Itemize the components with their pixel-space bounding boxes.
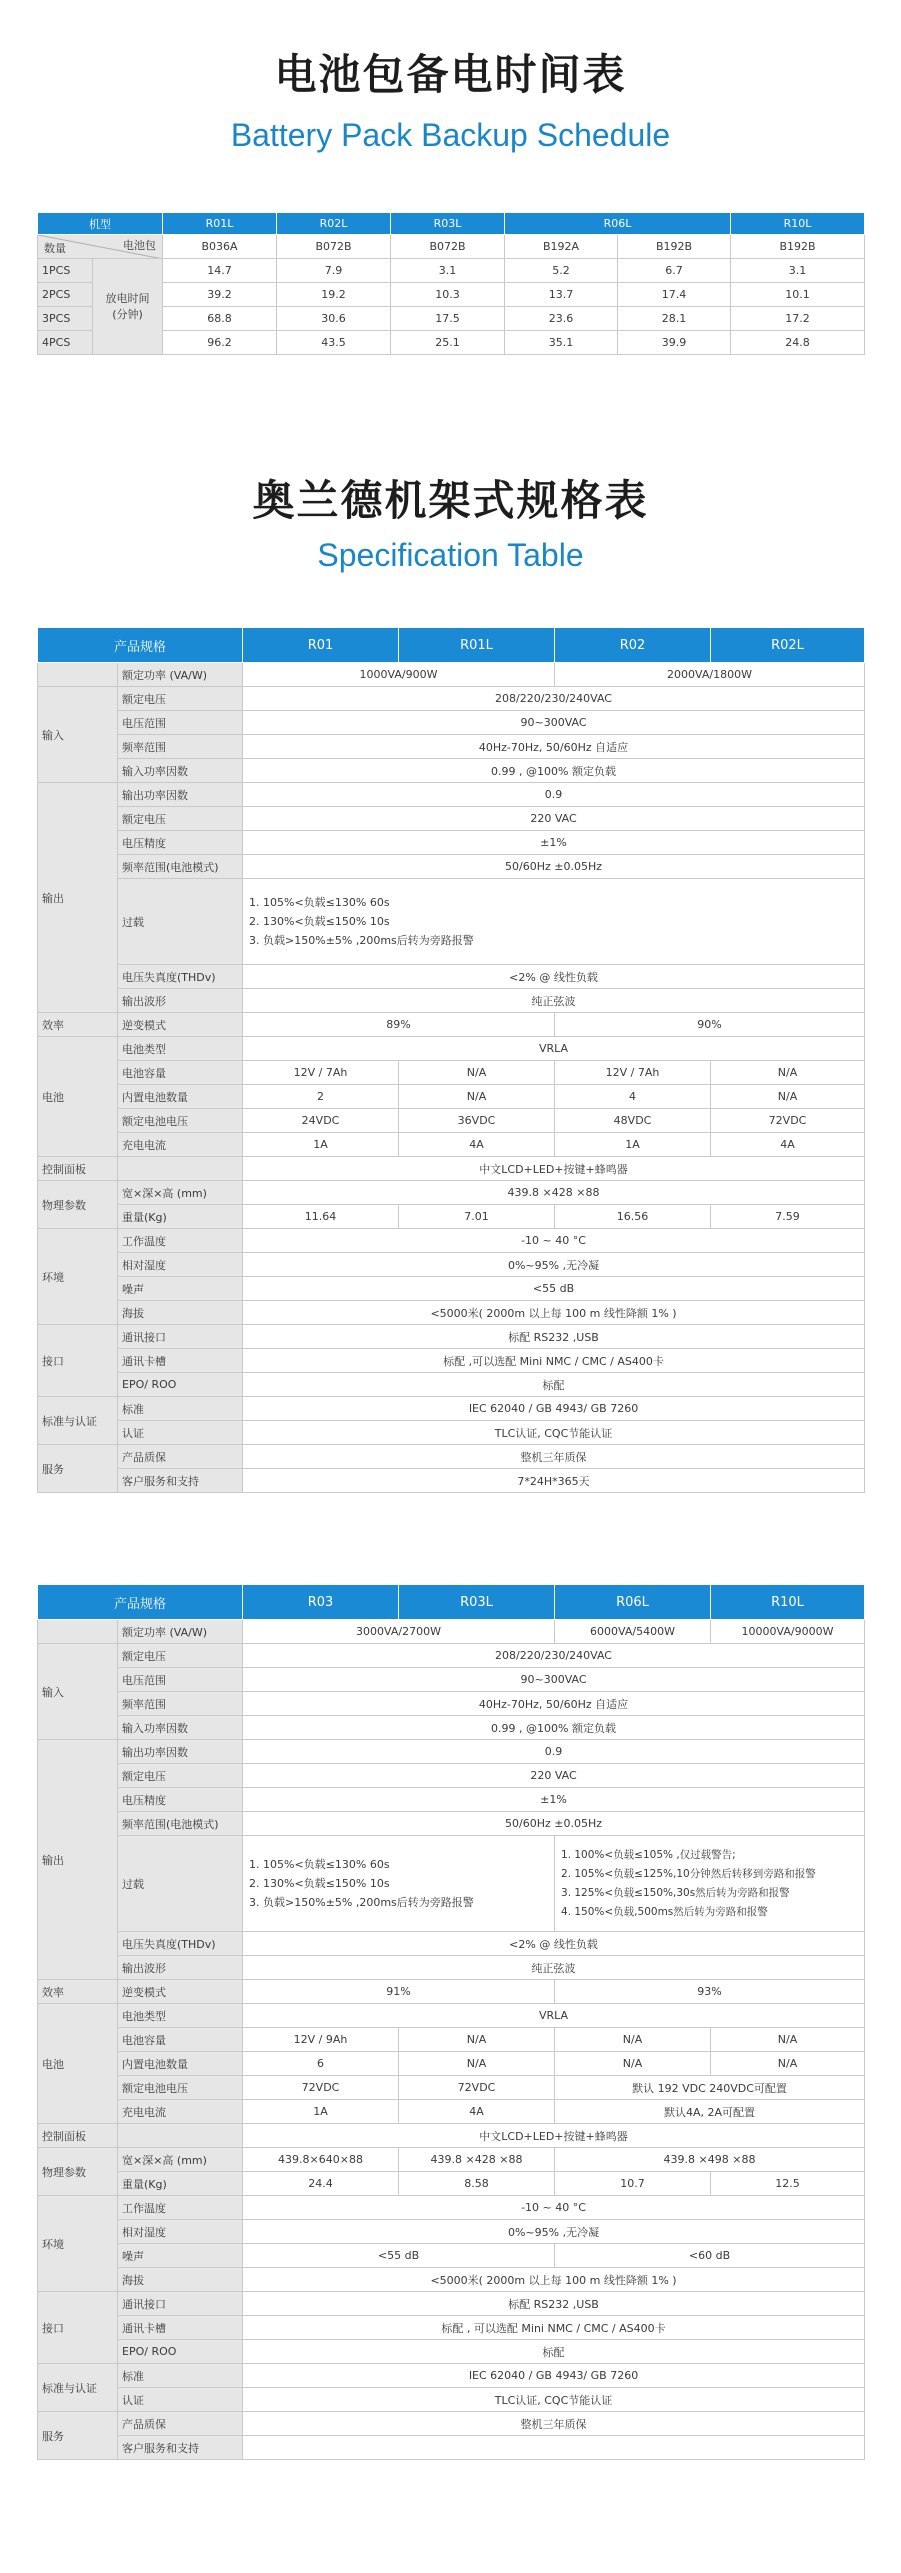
product-spec-header: 产品规格 xyxy=(38,1585,243,1620)
pack-cell: B192A xyxy=(505,235,618,259)
row-label: 额定功率 (VA/W) xyxy=(118,663,243,687)
row-label: 相对湿度 xyxy=(118,1253,243,1277)
model-header: R03L xyxy=(391,213,505,235)
category-cell xyxy=(38,663,118,687)
value-cell: 0%~95% ,无冷凝 xyxy=(243,2220,865,2244)
value-cell: 整机三年质保 xyxy=(243,2412,865,2436)
value-cell: N/A xyxy=(399,1085,555,1109)
value-cell: 4A xyxy=(399,2100,555,2124)
pack-cell: B192B xyxy=(731,235,865,259)
value-cell: 4A xyxy=(711,1133,865,1157)
pack-cell: B036A xyxy=(163,235,277,259)
value-cell: 439.8 ×428 ×88 xyxy=(399,2148,555,2172)
category-efficiency: 效率 xyxy=(38,1980,118,2004)
row-label: 噪声 xyxy=(118,2244,243,2268)
spec-table-2 xyxy=(37,1584,865,2460)
section2-title-en: Specification Table xyxy=(317,537,584,573)
value-cell: 标配 xyxy=(243,1373,865,1397)
qty-cell: 2PCS xyxy=(38,283,93,307)
category-physical: 物理参数 xyxy=(38,1181,118,1229)
row-label: 充电电流 xyxy=(118,1133,243,1157)
value-cell: 39.9 xyxy=(618,331,731,355)
row-label: 额定电压 xyxy=(118,1764,243,1788)
value-cell: 默认4A, 2A可配置 xyxy=(555,2100,865,2124)
model-header: R02 xyxy=(555,628,711,663)
row-label: 额定电压 xyxy=(118,1644,243,1668)
row-label: 产品质保 xyxy=(118,2412,243,2436)
model-header: R10L xyxy=(711,1585,865,1620)
value-cell: 17.2 xyxy=(731,307,865,331)
value-cell: 纯正弦波 xyxy=(243,989,865,1013)
value-cell: VRLA xyxy=(243,2004,865,2028)
value-cell: 93% xyxy=(555,1980,865,2004)
row-label: 电压范围 xyxy=(118,711,243,735)
value-cell: N/A xyxy=(711,1061,865,1085)
section2-title-cn: 奥兰德机架式规格表 xyxy=(252,476,649,525)
value-cell: 5.2 xyxy=(505,259,618,283)
value-cell: 14.7 xyxy=(163,259,277,283)
pack-cell: B072B xyxy=(391,235,505,259)
row-label: 海拔 xyxy=(118,2268,243,2292)
category-battery: 电池 xyxy=(38,1037,118,1157)
row-label: 电池容量 xyxy=(118,2028,243,2052)
value-cell: 纯正弦波 xyxy=(243,1956,865,1980)
row-label: 通讯接口 xyxy=(118,2292,243,2316)
category-service: 服务 xyxy=(38,2412,118,2460)
value-cell: 6.7 xyxy=(618,259,731,283)
row-label: 客户服务和支持 xyxy=(118,1469,243,1493)
value-cell: 208/220/230/240VAC xyxy=(243,687,865,711)
product-spec-header: 产品规格 xyxy=(38,628,243,663)
value-cell: 90% xyxy=(555,1013,865,1037)
row-label: 输出波形 xyxy=(118,989,243,1013)
value-cell: IEC 62040 / GB 4943/ GB 7260 xyxy=(243,1397,865,1421)
value-cell: 6000VA/5400W xyxy=(555,1620,711,1644)
value-cell: 39.2 xyxy=(163,283,277,307)
value-cell: 0.9 xyxy=(243,1740,865,1764)
value-cell: TLC认证, CQC节能认证 xyxy=(243,2388,865,2412)
model-header: R06L xyxy=(505,213,731,235)
value-cell: 1A xyxy=(555,1133,711,1157)
row-label: 输出功率因数 xyxy=(118,1740,243,1764)
value-cell: 标配 , 可以选配 Mini NMC / CMC / AS400卡 xyxy=(243,2316,865,2340)
category-output: 输出 xyxy=(38,1740,118,1980)
row-label: 通讯卡槽 xyxy=(118,2316,243,2340)
value-cell: 13.7 xyxy=(505,283,618,307)
row-label: 重量(Kg) xyxy=(118,1205,243,1229)
category-environment: 环境 xyxy=(38,2196,118,2292)
value-cell: 3.1 xyxy=(731,259,865,283)
table-row xyxy=(38,307,865,331)
value-cell: N/A xyxy=(399,1061,555,1085)
overload-line: 2. 130%<负载≤150% 10s xyxy=(249,1877,390,1890)
row-label: 工作温度 xyxy=(118,2196,243,2220)
category-input: 输入 xyxy=(38,1644,118,1740)
category-certification: 标准与认证 xyxy=(38,2364,118,2412)
row-label: 频率范围(电池模式) xyxy=(118,855,243,879)
row-label: 额定电压 xyxy=(118,807,243,831)
row-label: EPO/ ROO xyxy=(118,2340,243,2364)
model-header: R01L xyxy=(163,213,277,235)
value-cell: 220 VAC xyxy=(243,807,865,831)
value-cell: 4A xyxy=(399,1133,555,1157)
value-cell: 2000VA/1800W xyxy=(555,663,865,687)
value-cell: 16.56 xyxy=(555,1205,711,1229)
value-cell: 40Hz-70Hz, 50/60Hz 自适应 xyxy=(243,735,865,759)
value-cell: 23.6 xyxy=(505,307,618,331)
value-cell: 220 VAC xyxy=(243,1764,865,1788)
value-cell: 72VDC xyxy=(399,2076,555,2100)
pack-cell: B072B xyxy=(277,235,391,259)
qty-cell: 1PCS xyxy=(38,259,93,283)
category-environment: 环境 xyxy=(38,1229,118,1325)
value-cell: 7.59 xyxy=(711,1205,865,1229)
overload-line: 2. 105%<负载≤125%,10分钟然后转移到旁路和报警 xyxy=(561,1867,816,1880)
overload-line: 3. 125%<负载≤150%,30s然后转为旁路和报警 xyxy=(561,1886,790,1899)
row-label: 电池容量 xyxy=(118,1061,243,1085)
row-label: 电池类型 xyxy=(118,2004,243,2028)
model-header: R01 xyxy=(243,628,399,663)
row-label: 输入功率因数 xyxy=(118,1716,243,1740)
value-cell: 中文LCD+LED+按键+蜂鸣器 xyxy=(243,1157,865,1181)
value-cell: 12V / 7Ah xyxy=(555,1061,711,1085)
value-cell: <60 dB xyxy=(555,2244,865,2268)
row-label: 通讯接口 xyxy=(118,1325,243,1349)
model-header: R03L xyxy=(399,1585,555,1620)
row-label: 电压失真度(THDv) xyxy=(118,965,243,989)
table-row xyxy=(38,259,865,283)
qty-pack-diagonal-cell xyxy=(38,235,163,259)
row-label xyxy=(118,2124,243,2148)
value-cell: 12V / 7Ah xyxy=(243,1061,399,1085)
category-efficiency: 效率 xyxy=(38,1013,118,1037)
value-cell: 0.99 , @100% 额定负载 xyxy=(243,759,865,783)
value-cell: <5000米( 2000m 以上每 100 m 线性降额 1% ) xyxy=(243,1301,865,1325)
value-cell: <55 dB xyxy=(243,2244,555,2268)
table-row xyxy=(38,331,865,355)
row-label: 频率范围 xyxy=(118,1692,243,1716)
value-cell: 40Hz-70Hz, 50/60Hz 自适应 xyxy=(243,1692,865,1716)
value-cell: N/A xyxy=(555,2028,711,2052)
value-cell: ±1% xyxy=(243,1788,865,1812)
value-cell: VRLA xyxy=(243,1037,865,1061)
value-cell: 10.7 xyxy=(555,2172,711,2196)
row-label: 电压精度 xyxy=(118,831,243,855)
row-label: 电池类型 xyxy=(118,1037,243,1061)
value-cell: N/A xyxy=(399,2028,555,2052)
model-header: R02L xyxy=(277,213,391,235)
value-cell: 3000VA/2700W xyxy=(243,1620,555,1644)
value-cell: 50/60Hz ±0.05Hz xyxy=(243,855,865,879)
qty-cell: 3PCS xyxy=(38,307,93,331)
value-cell: 整机三年质保 xyxy=(243,1445,865,1469)
row-label: 产品质保 xyxy=(118,1445,243,1469)
row-label: 充电电流 xyxy=(118,2100,243,2124)
value-cell: 43.5 xyxy=(277,331,391,355)
discharge-time-label: 放电时间 (分钟) xyxy=(93,259,163,355)
value-cell: 208/220/230/240VAC xyxy=(243,1644,865,1668)
value-cell: ±1% xyxy=(243,831,865,855)
row-label: 电压失真度(THDv) xyxy=(118,1932,243,1956)
row-label: 输出功率因数 xyxy=(118,783,243,807)
value-cell: 12V / 9Ah xyxy=(243,2028,399,2052)
overload-line: 4. 150%<负载,500ms然后转为旁路和报警 xyxy=(561,1905,768,1918)
value-cell xyxy=(243,2436,865,2460)
row-label: 海拔 xyxy=(118,1301,243,1325)
value-cell: -10 ~ 40 °C xyxy=(243,1229,865,1253)
overload-cell xyxy=(243,879,865,965)
value-cell: 17.5 xyxy=(391,307,505,331)
category-cell xyxy=(38,1620,118,1644)
row-label: 标准 xyxy=(118,2364,243,2388)
model-header: R06L xyxy=(555,1585,711,1620)
row-label: 电压精度 xyxy=(118,1788,243,1812)
row-label: 内置电池数量 xyxy=(118,2052,243,2076)
value-cell: 12.5 xyxy=(711,2172,865,2196)
row-label: 逆变模式 xyxy=(118,1013,243,1037)
row-label: 通讯卡槽 xyxy=(118,1349,243,1373)
value-cell: 4 xyxy=(555,1085,711,1109)
row-label: 逆变模式 xyxy=(118,1980,243,2004)
section1-title-cn: 电池包备电时间表 xyxy=(274,50,627,99)
value-cell: N/A xyxy=(711,1085,865,1109)
model-header: R02L xyxy=(711,628,865,663)
value-cell: 0.9 xyxy=(243,783,865,807)
category-interface: 接口 xyxy=(38,2292,118,2364)
value-cell: -10 ~ 40 °C xyxy=(243,2196,865,2220)
row-label: 认证 xyxy=(118,1421,243,1445)
value-cell: <2% @ 线性负载 xyxy=(243,1932,865,1956)
value-cell: 10000VA/9000W xyxy=(711,1620,865,1644)
category-panel: 控制面板 xyxy=(38,1157,118,1181)
category-physical: 物理参数 xyxy=(38,2148,118,2196)
value-cell: 3.1 xyxy=(391,259,505,283)
value-cell: 0.99 , @100% 额定负载 xyxy=(243,1716,865,1740)
value-cell: 24VDC xyxy=(243,1109,399,1133)
overload-line: 3. 负载>150%±5% ,200ms后转为旁路报警 xyxy=(249,1896,474,1909)
value-cell: 17.4 xyxy=(618,283,731,307)
row-label: 客户服务和支持 xyxy=(118,2436,243,2460)
row-label: 输入功率因数 xyxy=(118,759,243,783)
row-label: 过载 xyxy=(118,879,243,965)
row-label: 过载 xyxy=(118,1836,243,1932)
value-cell: 8.58 xyxy=(399,2172,555,2196)
value-cell: 50/60Hz ±0.05Hz xyxy=(243,1812,865,1836)
row-label: 宽×深×高 (mm) xyxy=(118,1181,243,1205)
value-cell: <5000米( 2000m 以上每 100 m 线性降额 1% ) xyxy=(243,2268,865,2292)
value-cell: IEC 62040 / GB 4943/ GB 7260 xyxy=(243,2364,865,2388)
overload-cell xyxy=(243,1836,555,1932)
value-cell: 2 xyxy=(243,1085,399,1109)
qty-cell: 4PCS xyxy=(38,331,93,355)
row-label: 电压范围 xyxy=(118,1668,243,1692)
row-label xyxy=(118,1157,243,1181)
row-label: 频率范围(电池模式) xyxy=(118,1812,243,1836)
col-qty-label: 数量 xyxy=(44,242,66,255)
value-cell: 0%~95% ,无冷凝 xyxy=(243,1253,865,1277)
col-pack-label: 电池包 xyxy=(123,239,156,252)
value-cell: 72VDC xyxy=(243,2076,399,2100)
value-cell: <55 dB xyxy=(243,1277,865,1301)
category-certification: 标准与认证 xyxy=(38,1397,118,1445)
category-output: 输出 xyxy=(38,783,118,1013)
pack-cell: B192B xyxy=(618,235,731,259)
value-cell: 24.4 xyxy=(243,2172,399,2196)
value-cell: 439.8×640×88 xyxy=(243,2148,399,2172)
value-cell: 96.2 xyxy=(163,331,277,355)
row-label: 额定功率 (VA/W) xyxy=(118,1620,243,1644)
row-label: 认证 xyxy=(118,2388,243,2412)
category-interface: 接口 xyxy=(38,1325,118,1397)
value-cell: 11.64 xyxy=(243,1205,399,1229)
row-label: 噪声 xyxy=(118,1277,243,1301)
value-cell: 1000VA/900W xyxy=(243,663,555,687)
value-cell: 24.8 xyxy=(731,331,865,355)
category-panel: 控制面板 xyxy=(38,2124,118,2148)
value-cell: 7.9 xyxy=(277,259,391,283)
value-cell: 10.3 xyxy=(391,283,505,307)
table-row xyxy=(38,283,865,307)
value-cell: 439.8 ×498 ×88 xyxy=(555,2148,865,2172)
value-cell: 默认 192 VDC 240VDC可配置 xyxy=(555,2076,865,2100)
value-cell: N/A xyxy=(555,2052,711,2076)
spec-table-1 xyxy=(37,627,865,1493)
value-cell: 中文LCD+LED+按键+蜂鸣器 xyxy=(243,2124,865,2148)
row-label: 宽×深×高 (mm) xyxy=(118,2148,243,2172)
battery-backup-table xyxy=(37,212,865,355)
value-cell: N/A xyxy=(399,2052,555,2076)
col-model-header: 机型 xyxy=(38,213,163,235)
value-cell: 35.1 xyxy=(505,331,618,355)
overload-cell xyxy=(555,1836,865,1932)
value-cell: 30.6 xyxy=(277,307,391,331)
row-label: 内置电池数量 xyxy=(118,1085,243,1109)
value-cell: 1A xyxy=(243,1133,399,1157)
category-service: 服务 xyxy=(38,1445,118,1493)
value-cell: 10.1 xyxy=(731,283,865,307)
row-label: 额定电压 xyxy=(118,687,243,711)
value-cell: TLC认证, CQC节能认证 xyxy=(243,1421,865,1445)
value-cell: 89% xyxy=(243,1013,555,1037)
model-header: R01L xyxy=(399,628,555,663)
row-label: 输出波形 xyxy=(118,1956,243,1980)
value-cell: N/A xyxy=(711,2052,865,2076)
value-cell: 36VDC xyxy=(399,1109,555,1133)
section1-title-en: Battery Pack Backup Schedule xyxy=(230,117,671,153)
overload-line: 1. 105%<负载≤130% 60s xyxy=(249,896,390,909)
value-cell: 19.2 xyxy=(277,283,391,307)
value-cell: 72VDC xyxy=(711,1109,865,1133)
value-cell: 标配 RS232 ,USB xyxy=(243,1325,865,1349)
value-cell: 28.1 xyxy=(618,307,731,331)
value-cell: 439.8 ×428 ×88 xyxy=(243,1181,865,1205)
value-cell: 7*24H*365天 xyxy=(243,1469,865,1493)
value-cell: <2% @ 线性负载 xyxy=(243,965,865,989)
row-label: 工作温度 xyxy=(118,1229,243,1253)
value-cell: 1A xyxy=(243,2100,399,2124)
overload-line: 3. 负载>150%±5% ,200ms后转为旁路报警 xyxy=(249,934,474,947)
value-cell: 90~300VAC xyxy=(243,711,865,735)
row-label: 重量(Kg) xyxy=(118,2172,243,2196)
value-cell: 7.01 xyxy=(399,1205,555,1229)
value-cell: 68.8 xyxy=(163,307,277,331)
value-cell: 标配 RS232 ,USB xyxy=(243,2292,865,2316)
row-label: 标准 xyxy=(118,1397,243,1421)
row-label: 额定电池电压 xyxy=(118,2076,243,2100)
row-label: 相对湿度 xyxy=(118,2220,243,2244)
value-cell: 6 xyxy=(243,2052,399,2076)
overload-line: 1. 105%<负载≤130% 60s xyxy=(249,1858,390,1871)
value-cell: 91% xyxy=(243,1980,555,2004)
value-cell: N/A xyxy=(711,2028,865,2052)
value-cell: 25.1 xyxy=(391,331,505,355)
value-cell: 48VDC xyxy=(555,1109,711,1133)
model-header: R10L xyxy=(731,213,865,235)
overload-line: 1. 100%<负载≤105% ,仅过载警告; xyxy=(561,1848,736,1861)
value-cell: 标配 xyxy=(243,2340,865,2364)
value-cell: 标配 ,可以选配 Mini NMC / CMC / AS400卡 xyxy=(243,1349,865,1373)
row-label: 频率范围 xyxy=(118,735,243,759)
value-cell: 90~300VAC xyxy=(243,1668,865,1692)
overload-line: 2. 130%<负载≤150% 10s xyxy=(249,915,390,928)
category-battery: 电池 xyxy=(38,2004,118,2124)
model-header: R03 xyxy=(243,1585,399,1620)
row-label: EPO/ ROO xyxy=(118,1373,243,1397)
row-label: 额定电池电压 xyxy=(118,1109,243,1133)
category-input: 输入 xyxy=(38,687,118,783)
